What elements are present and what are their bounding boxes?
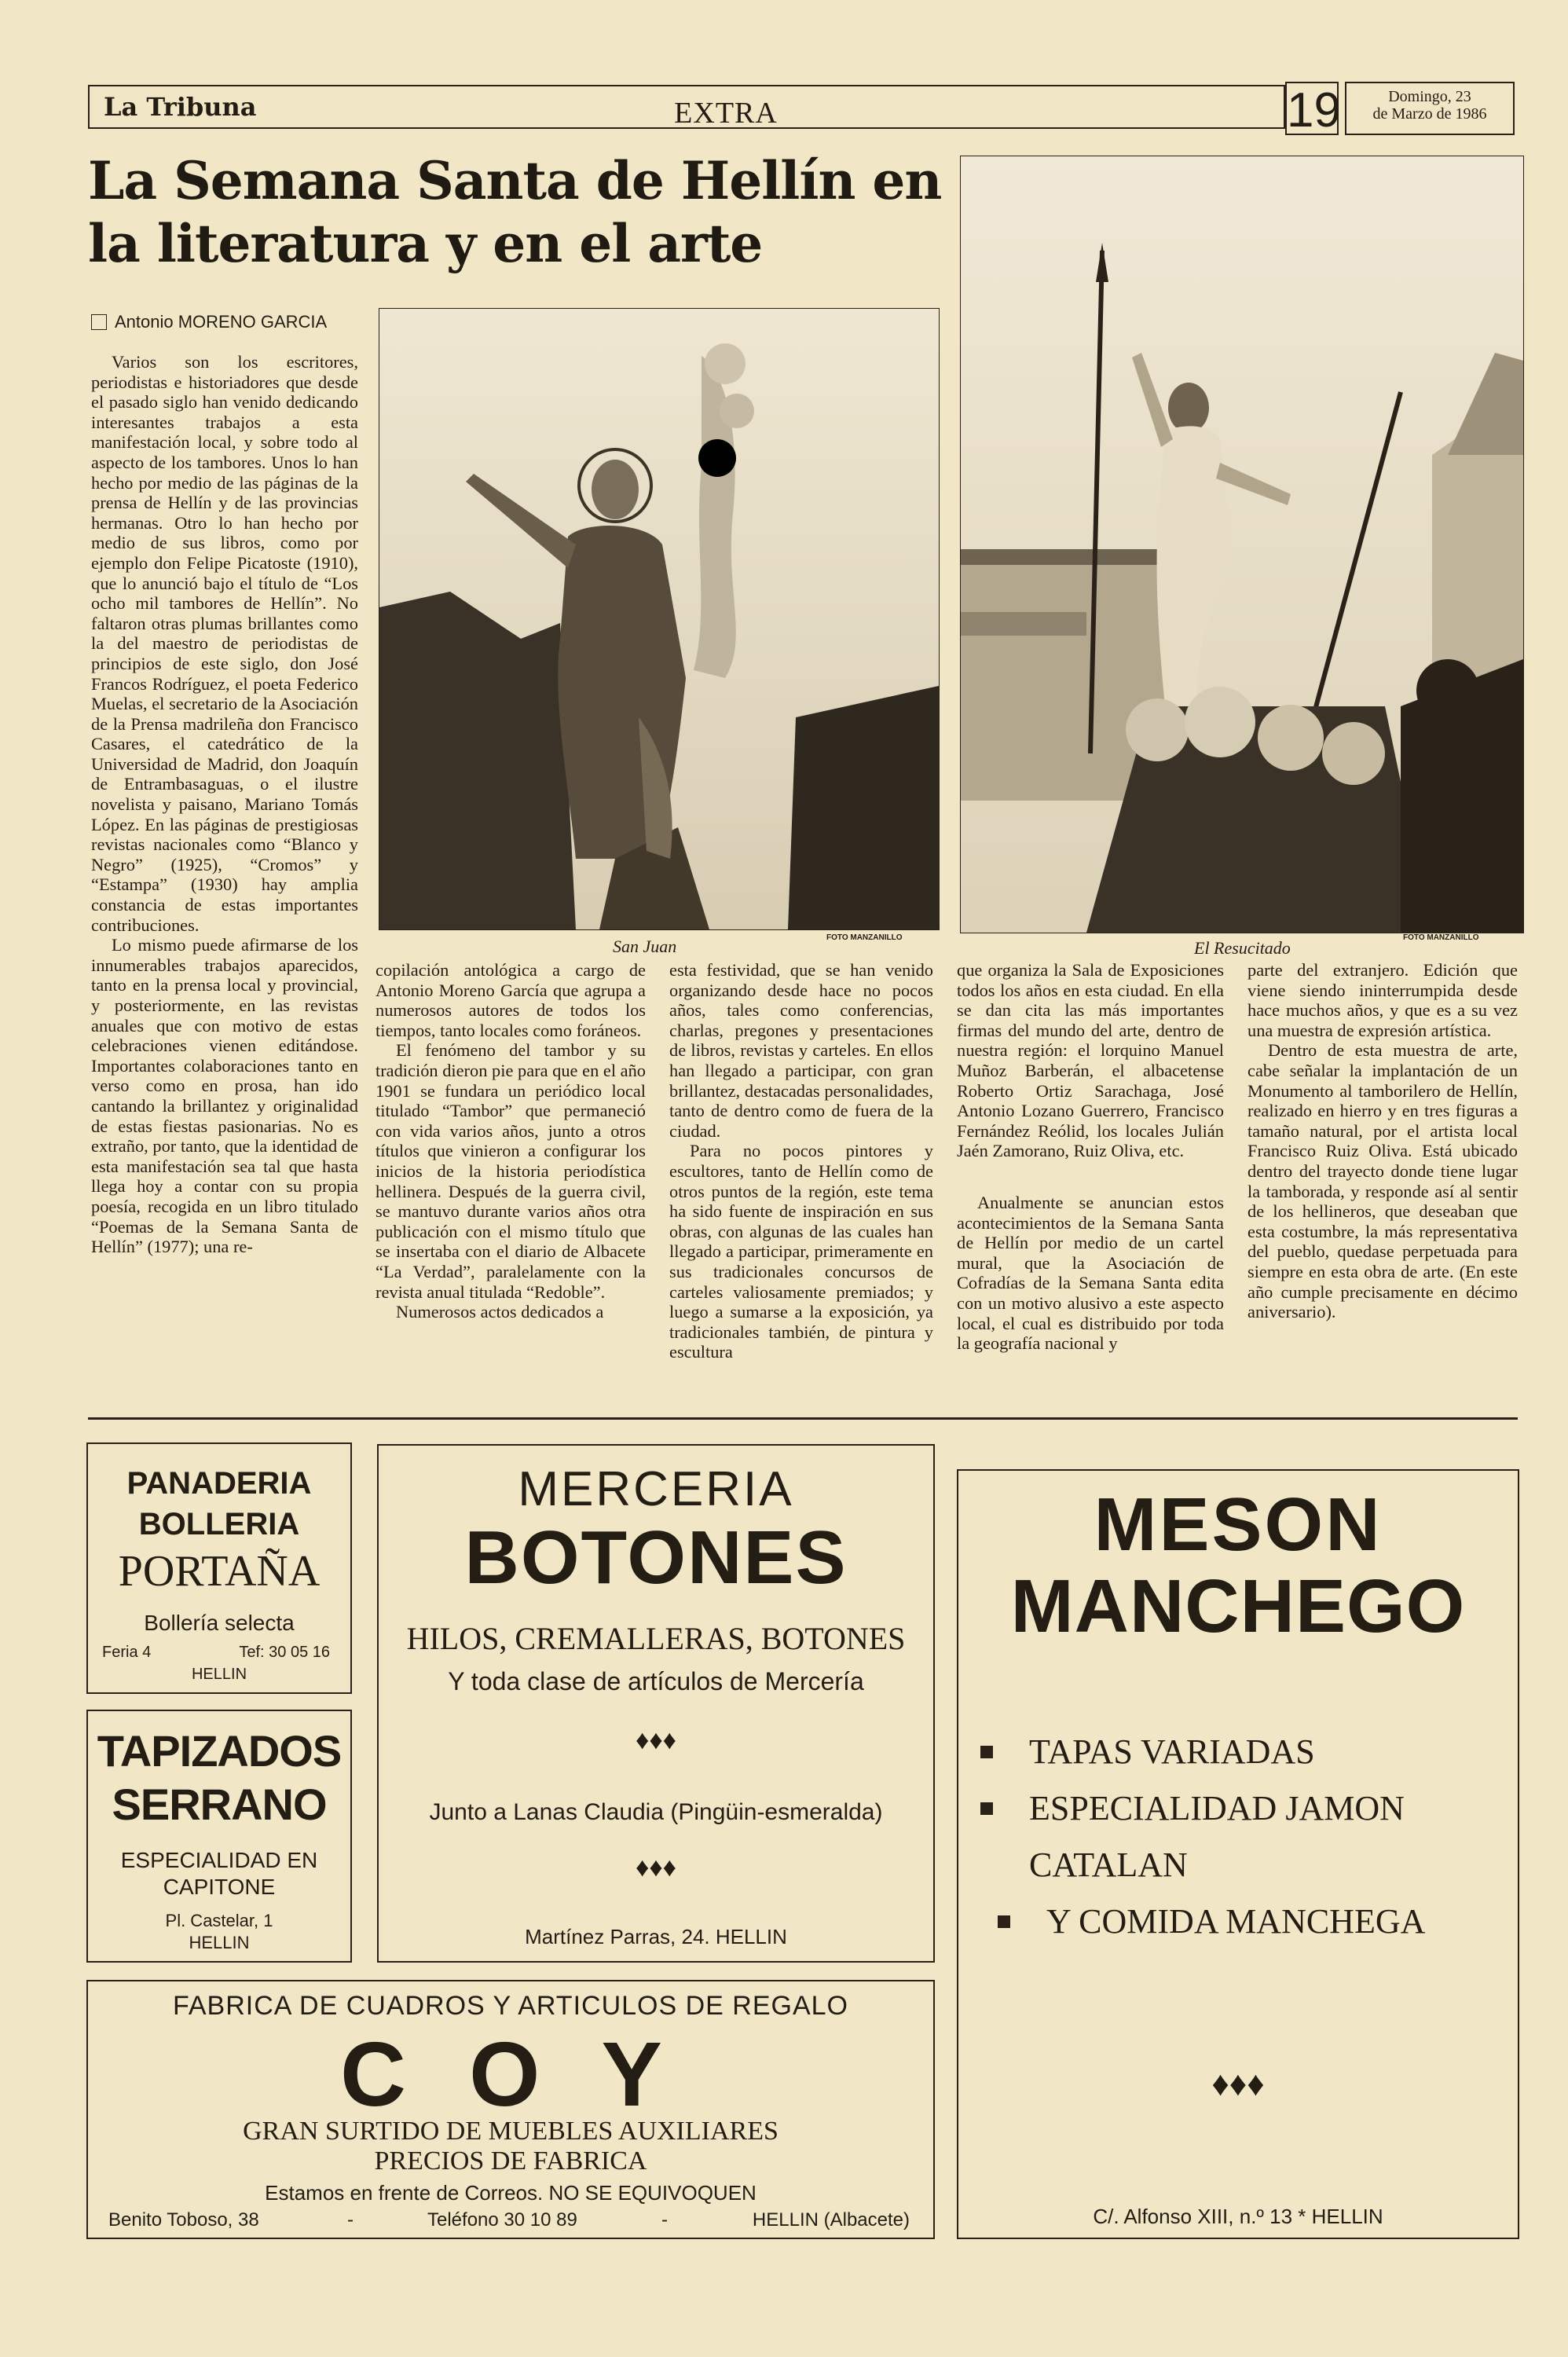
paragraph: Para no pocos pintores y escultores, tanto de Hellín como de otros puntos de la región, este tema ha sido fuente de inspiración en sus obras, con algunas de las cuales han llegado a participar, primeramente en sus tradicionales concursos de carteles valiosamente premiados; y luego a sumarse a la exposición, ya tradicionales también, de pintura y escultura	[669, 1141, 933, 1362]
byline-box-icon	[91, 314, 107, 330]
ad-coy	[86, 1980, 935, 2239]
column-1	[91, 352, 358, 1405]
headline	[88, 149, 952, 275]
paragraph: parte del extranjero. Edición que viene siendo ininterrumpida desde hace muchos años, y que es a su vez una muestra de expresión artística.	[1247, 960, 1518, 1040]
ad-portana-address: Feria 4	[102, 1644, 152, 1661]
date-line-2: de Marzo de 1986	[1372, 105, 1487, 123]
bullet-square-icon	[980, 1746, 993, 1758]
ad-meson-item-1	[980, 1732, 1315, 1772]
article-bottom-rule	[88, 1417, 1518, 1420]
ad-tapizados-line-2: SERRANO	[112, 1780, 327, 1829]
ad-coy-phone: Teléfono 30 10 89	[427, 2209, 577, 2231]
photo-caption-el-resucitado: El Resucitado	[1194, 938, 1291, 958]
paragraph: que organiza la Sala de Exposiciones todos los años en esta ciudad. En ella se dan cita las más importantes firmas del mundo del arte, dentro de nuestra región: el lorquino Manuel Muñoz Barberán, el albacetense Roberto Ortiz Sarachaga, José Antonio Lozano Guerrero, Francisco Fernández Reólid, los locales Julián Jaén Zamorano, Ruiz Oliva, etc.	[957, 960, 1224, 1161]
paragraph: Anualmente se anuncian estos acontecimientos de la Semana Santa de Hellín por medio de un cartel mural, que la Asociación de Cofradías de la Semana Santa edita con un motivo alusivo a este aspecto local, el cual es distribuido por toda la geografía nacional y	[957, 1192, 1224, 1354]
ad-portana-city: HELLIN	[191, 1666, 247, 1683]
photo-el-resucitado	[960, 156, 1524, 933]
ad-coy-city: HELLIN (Albacete)	[752, 2209, 910, 2231]
ad-portana-line-1: PANADERIA	[126, 1466, 312, 1501]
ad-merceria-line-2: BOTONES	[464, 1516, 848, 1600]
ad-coy-line-4: PRECIOS DE FABRICA	[374, 2146, 647, 2176]
ad-portana-line-4: Bollería selecta	[144, 1611, 295, 1635]
column-2	[376, 960, 646, 1405]
ad-meson-line-2: MANCHEGO	[1010, 1564, 1466, 1648]
ad-meson-item-2b: CATALAN	[1029, 1846, 1188, 1884]
ad-tapizados-city: HELLIN	[189, 1933, 250, 1952]
ad-merceria-line-4: Y toda clase de artículos de Mercería	[448, 1667, 864, 1695]
column-4	[957, 960, 1224, 1405]
photo-credit-2: FOTO MANZANILLO	[1403, 933, 1479, 942]
author-name: Antonio MORENO GARCIA	[115, 312, 328, 332]
diamonds-icon: ♦♦♦	[635, 1725, 677, 1755]
ad-meson-item-2-text: ESPECIALIDAD JAMON	[1029, 1789, 1405, 1827]
diamonds-icon: ♦♦♦	[1211, 2065, 1265, 2103]
ad-meson-manchego	[957, 1469, 1519, 2239]
ad-panaderia-portana	[86, 1442, 352, 1694]
masthead-bar	[88, 85, 1285, 129]
brand-name: La Tribuna	[104, 92, 257, 122]
ad-tapizados-address: Pl. Castelar, 1	[165, 1911, 273, 1930]
san-juan-image-icon	[379, 309, 939, 929]
ad-merceria-line-3: HILOS, CREMALLERAS, BOTONES	[406, 1621, 906, 1656]
ad-coy-line-3: GRAN SURTIDO DE MUEBLES AUXILIARES	[243, 2117, 779, 2146]
photo-san-juan	[379, 308, 940, 930]
ad-coy-line-5: Estamos en frente de Correos. NO SE EQUIVOQUEN	[265, 2181, 757, 2205]
column-5	[1247, 960, 1518, 1405]
ad-meson-item-2	[980, 1788, 1405, 1828]
paragraph: Numerosos actos dedicados a	[396, 1302, 604, 1322]
ad-meson-item-3	[998, 1901, 1425, 1941]
ad-meson-address: C/. Alfonso XIII, n.º 13 * HELLIN	[1093, 2205, 1383, 2228]
headline-line-2: la literatura y en el arte	[88, 213, 763, 274]
bullet-square-icon	[980, 1802, 993, 1815]
ad-meson-item-1-text: TAPAS VARIADAS	[1029, 1732, 1315, 1771]
paragraph: Varios son los escritores, periodistas e historiadores que desde el pasado siglo han venido dedicando interesantes trabajos a esta manifestación local, y sobre todo al aspecto de los tambores. Unos lo han hecho por medio de las páginas de la prensa de Hellín y de las provincias hermanas. Otro lo han hecho por medio de sus libros, como por ejemplo don Felipe Picatoste (1910), que lo anunció bajo el título de “Los ocho mil tambores de Hellín”. No faltaron otras plumas brillantes como la del maestro de periodistas de principios de este siglo, don José Francos Rodríguez, el poeta Federico Muelas, el secretario de la Asociación de la Prensa madrileña don Francisco Casares, el catedrático de la Universidad de Madrid, don Joaquín de Entrambasaguas, o el ilustre novelista y paisano, Mariano Tomás López. En las páginas de prestigiosas revistas nacionales como “Blanco y Negro” (1925), “Cromos” y “Estampa” (1930) hay amplia constancia de estas importantes contribuciones.	[91, 352, 358, 935]
ad-coy-line-1: FABRICA DE CUADROS Y ARTICULOS DE REGALO	[172, 1991, 849, 2021]
ad-merceria-line-5: Junto a Lanas Claudia (Pingüin-esmeralda)	[429, 1799, 883, 1825]
ad-tapizados-line-1: TAPIZADOS	[97, 1726, 342, 1776]
ad-tapizados-line-3: ESPECIALIDAD EN	[120, 1848, 318, 1872]
photo-caption-san-juan: San Juan	[613, 937, 677, 956]
ad-portana-line-3: PORTAÑA	[118, 1547, 321, 1596]
ad-merceria-botones	[377, 1444, 935, 1963]
date-box	[1345, 82, 1515, 135]
ad-coy-dash: -	[347, 2209, 354, 2231]
ad-merceria-address: Martínez Parras, 24. HELLIN	[525, 1925, 787, 1948]
paragraph: Dentro de esta muestra de arte, cabe señalar la implantación de un Monumento al tamborilero de Hellín, realizado en hierro y en tres figuras a tamaño natural, por el artista local Francisco Ruiz Oliva. Está ubicado dentro del trayecto donde tiene lugar la tamborada, y responde así al sentir de los hellineros, que deseaban que esta costumbre, la más representativa del pueblo, quedase perpetuada para siempre en esta obra de arte. (En este año cumple precisamente en décimo aniversario).	[1247, 1040, 1518, 1322]
diamonds-icon: ♦♦♦	[635, 1853, 677, 1882]
headline-line-1: La Semana Santa de Hellín en	[88, 150, 942, 211]
section-label: EXTRA	[674, 97, 778, 130]
bullet-square-icon	[998, 1915, 1010, 1928]
ad-coy-dash: -	[661, 2209, 668, 2231]
paragraph: esta festividad, que se han venido organizando desde hace no pocos años, tales como conferencias, charlas, pregones y presentaciones de libros, revistas y carteles. En ellos han llegado a participar, con gran brillantez, destacadas personalidades, tanto de dentro como de fuera de la ciudad.	[669, 960, 933, 1141]
page-number: 19	[1287, 83, 1341, 137]
paragraph: Lo mismo puede afirmarse de los innumerables trabajos aparecidos, tanto en la prensa local y provincial, y posteriormente, en las revistas anuales que con motivo de estas celebraciones vienen editándose. Importantes colaboraciones tanto en verso como en prosa, han ido cantando la brillantez y originalidad de estas fiestas pasionarias. No es extraño, por tanto, que la identidad de esta manifestación sea tal que hasta llega hoy a contar con su propia poesía, recogida en un libro titulado “Poemas de la Semana Santa de Hellín” (1977); una re-	[91, 935, 358, 1257]
ad-portana-line-2: BOLLERIA	[138, 1507, 300, 1541]
paragraph: copilación antológica a cargo de Antonio Moreno García que agrupa a numerosos autores de todos los tiempos, tanto locales como foráneos.	[376, 960, 646, 1040]
date-line-1: Domingo, 23	[1388, 88, 1471, 105]
ad-tapizados-line-4: CAPITONE	[163, 1875, 276, 1899]
column-3	[669, 960, 933, 1405]
ad-meson-line-1: MESON	[1094, 1483, 1383, 1567]
ad-portana-phone: Tef: 30 05 16	[239, 1644, 330, 1661]
ad-merceria-line-1: MERCERIA	[518, 1462, 794, 1516]
el-resucitado-image-icon	[961, 156, 1523, 933]
ad-tapizados-serrano	[86, 1710, 352, 1963]
ad-coy-line-2: C O Y	[340, 2023, 681, 2125]
ad-meson-item-3-text: Y COMIDA MANCHEGA	[1046, 1902, 1426, 1941]
ad-coy-address: Benito Toboso, 38	[108, 2209, 259, 2231]
author-byline	[91, 311, 358, 333]
paragraph: El fenómeno del tambor y su tradición dieron pie para que en el año 1901 se fundara un periódico local titulado “Tambor” que permaneció con vida varios años, junto a otros títulos que vinieron a configurar los inicios de la historia periodística hellinera. Después de la guerra civil, se mantuvo durante varios años otra publicación con el mismo título que se insertaba con el diario de Albacete “La Verdad”, paralelamente con la revista anual titulada “Redoble”.	[376, 1040, 646, 1302]
photo-credit-1: FOTO MANZANILLO	[826, 933, 903, 942]
